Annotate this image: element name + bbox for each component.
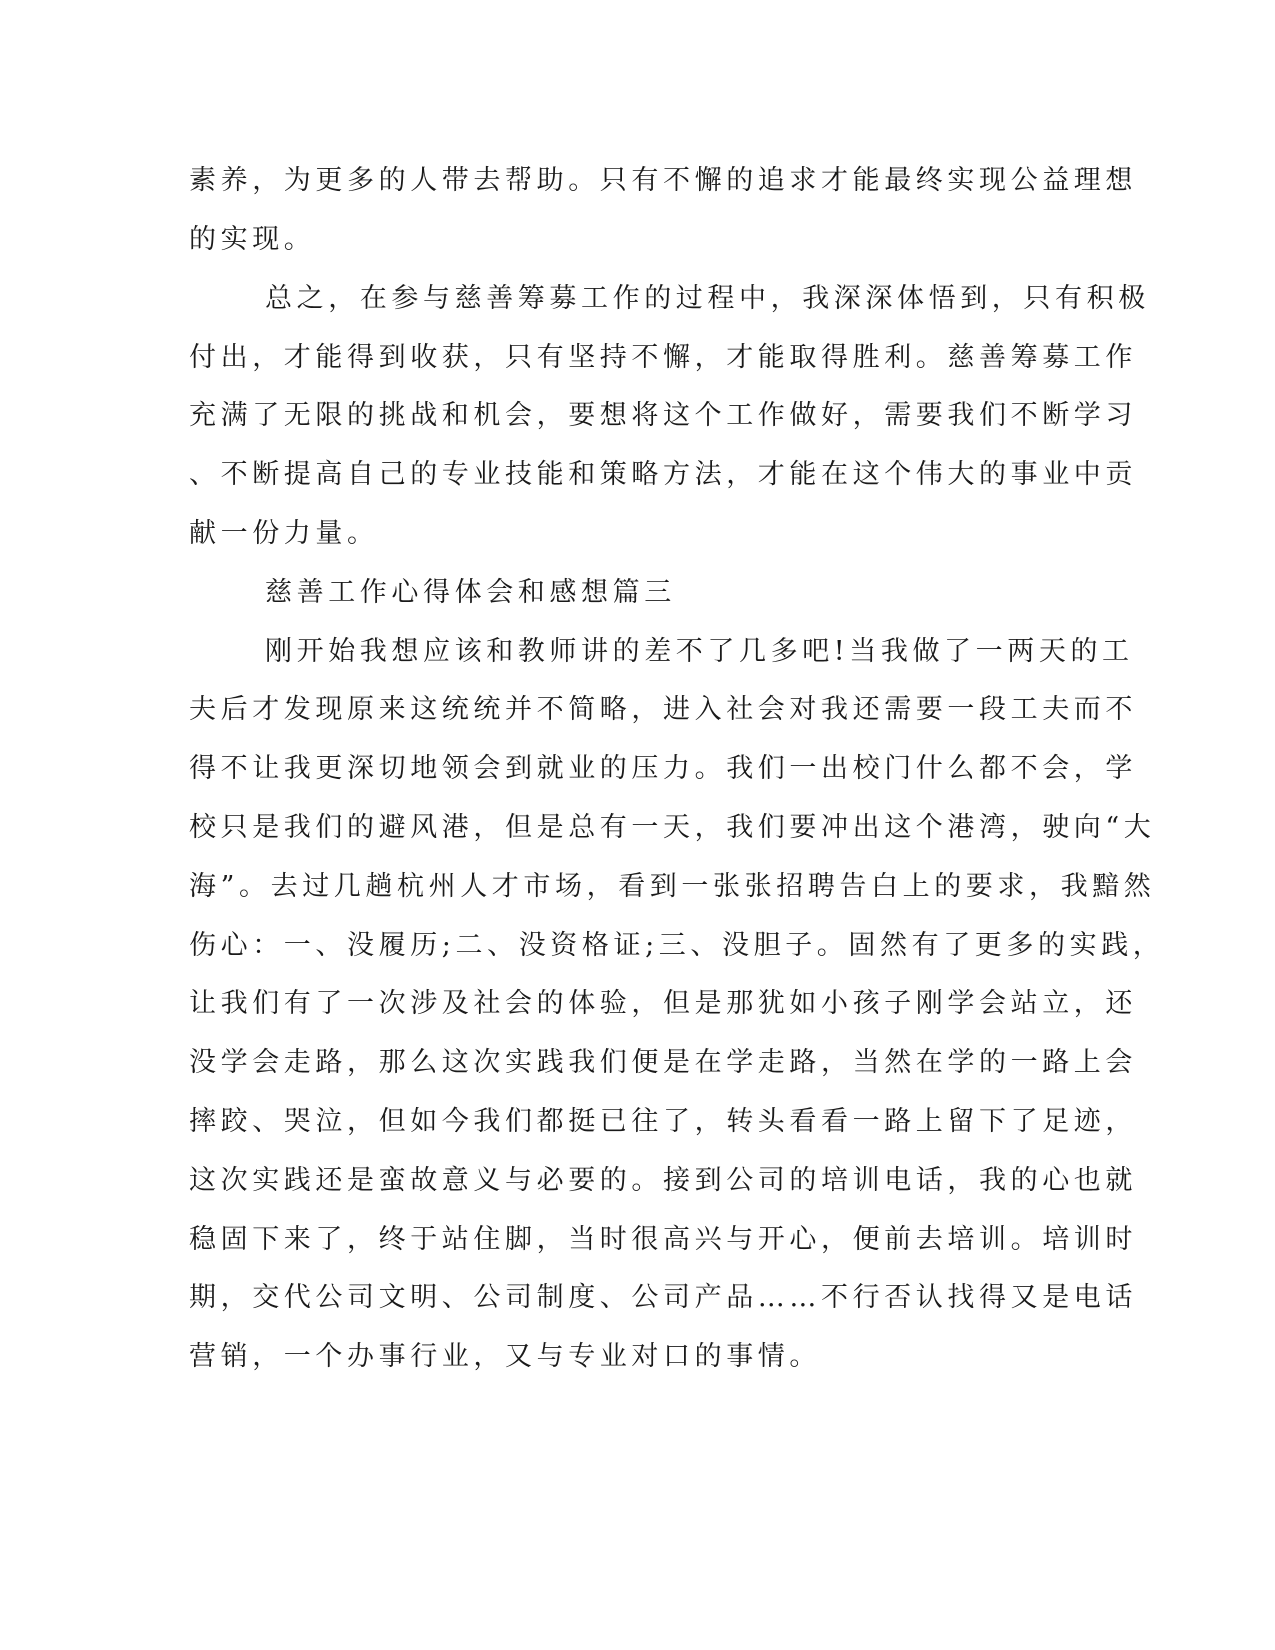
paragraph-line: 得不让我更深切地领会到就业的压力。我们一出校门什么都不会，学 xyxy=(189,753,1137,784)
paragraph-line: 伤心：一、没履历;二、没资格证;三、没胆子。固然有了更多的实践， xyxy=(189,930,1165,961)
paragraph-line: 摔跤、哭泣，但如今我们都挺已往了，转头看看一路上留下了足迹， xyxy=(189,1106,1137,1137)
paragraph-line: 素养，为更多的人带去帮助。只有不懈的追求才能最终实现公益理想 xyxy=(189,165,1137,196)
paragraph-line: 总之，在参与慈善筹募工作的过程中，我深深体悟到，只有积极 xyxy=(265,283,1150,314)
paragraph-line: 充满了无限的挑战和机会，要想将这个工作做好，需要我们不断学习 xyxy=(189,400,1137,431)
paragraph-line: 的实现。 xyxy=(189,224,316,255)
paragraph-line: 营销，一个办事行业，又与专业对口的事情。 xyxy=(189,1341,821,1372)
paragraph-line: 夫后才发现原来这统统并不简略，进入社会对我还需要一段工夫而不 xyxy=(189,694,1137,725)
paragraph-line: 没学会走路，那么这次实践我们便是在学走路，当然在学的一路上会 xyxy=(189,1047,1137,1078)
paragraph-line: 献一份力量。 xyxy=(189,518,379,549)
paragraph-line: 付出，才能得到收获，只有坚持不懈，才能取得胜利。慈善筹募工作 xyxy=(189,342,1137,373)
paragraph-line: 校只是我们的避风港，但是总有一天，我们要冲出这个港湾，驶向“大 xyxy=(189,812,1156,843)
paragraph-line: 稳固下来了，终于站住脚，当时很高兴与开心，便前去培训。培训时 xyxy=(189,1224,1137,1255)
paragraph-line: 、不断提高自己的专业技能和策略方法，才能在这个伟大的事业中贡 xyxy=(189,459,1137,490)
paragraph-line: 让我们有了一次涉及社会的体验，但是那犹如小孩子刚学会站立，还 xyxy=(189,988,1137,1019)
paragraph-line: 期，交代公司文明、公司制度、公司产品……不行否认找得又是电话 xyxy=(189,1282,1137,1313)
paragraph-line: 刚开始我想应该和教师讲的差不了几多吧!当我做了一两天的工 xyxy=(265,636,1134,667)
paragraph-line: 这次实践还是蛮故意义与必要的。接到公司的培训电话，我的心也就 xyxy=(189,1165,1137,1196)
section-heading: 慈善工作心得体会和感想篇三 xyxy=(265,577,676,608)
paragraph-line: 海”。去过几趟杭州人才市场，看到一张张招聘告白上的要求，我黯然 xyxy=(189,871,1156,902)
